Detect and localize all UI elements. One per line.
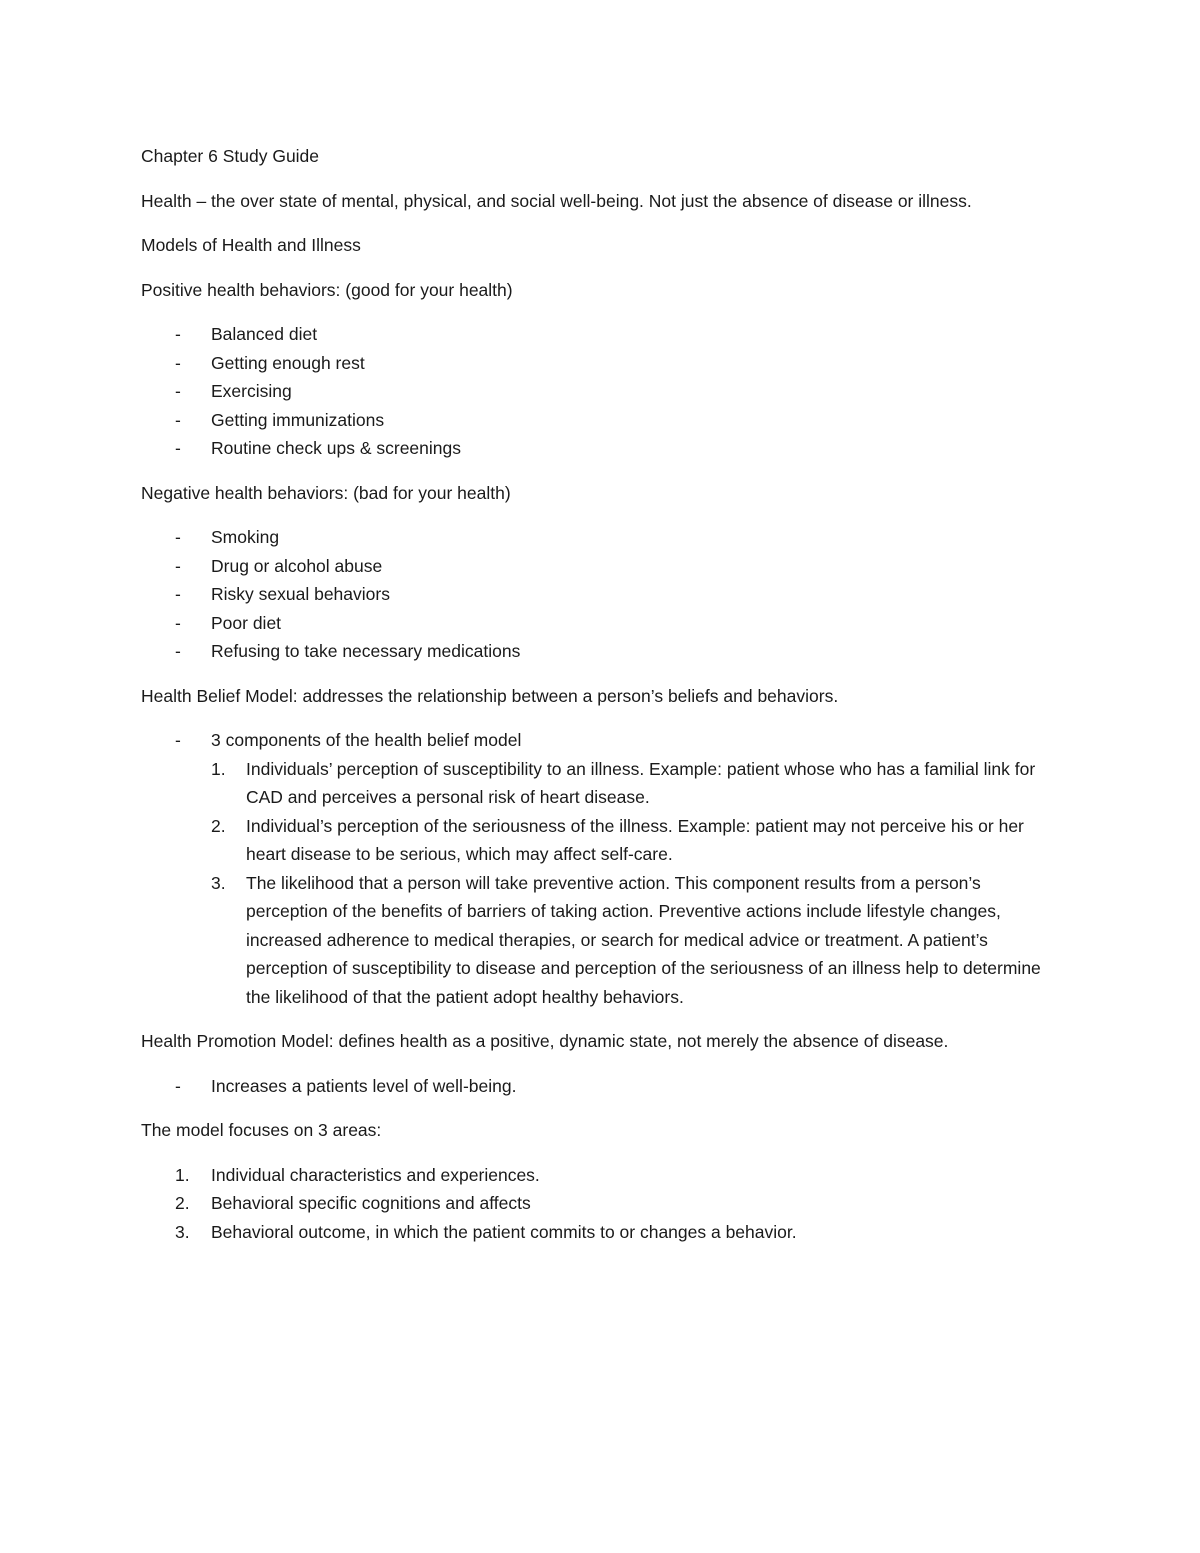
document-title: Chapter 6 Study Guide	[141, 146, 320, 166]
list-item: - Drug or alcohol abuse	[141, 552, 1061, 581]
list-item: - Increases a patients level of well-being.	[141, 1072, 1061, 1101]
component-item	[211, 755, 1061, 812]
list-item: - Refusing to take necessary medications	[141, 637, 1061, 666]
positive-behaviors-heading: Positive health behaviors: (good for your health)	[141, 279, 513, 300]
list-item: - Risky sexual behaviors	[141, 580, 1061, 609]
list-item: - Poor diet	[141, 609, 1061, 638]
item-text: Individual characteristics and experiences.	[211, 1164, 540, 1185]
model-focus-areas-list	[141, 1161, 1061, 1247]
list-item: - Exercising	[141, 377, 1061, 406]
item-number: 3.	[211, 872, 226, 893]
negative-behaviors-list	[141, 523, 1061, 666]
components-label: 3 components of the health belief model	[211, 730, 522, 750]
item-text: Behavioral outcome, in which the patient commits to or changes a behavior.	[211, 1221, 797, 1242]
item-number: 1.	[175, 1164, 190, 1185]
model-focus-heading: The model focuses on 3 areas:	[141, 1120, 382, 1140]
list-item: - Balanced diet	[141, 320, 1061, 349]
item-text: The likelihood that a person will take preventive action. This component results from a person’s perception of the benefits of barriers of taking action. Preventive actions include lifestyle changes, increased adherence to medical therapies, or search for medical advice or treatment. A patient’s perception of susceptibility to disease and perception of the seriousness of an illness help to determine the likelihood of that the patient adopt healthy behaviors.	[246, 872, 1041, 1007]
focus-area-item	[141, 1218, 1061, 1247]
focus-area-item	[141, 1161, 1061, 1190]
health-promotion-model-list	[141, 1072, 1061, 1101]
document-page	[141, 142, 1061, 1262]
item-text: Individuals’ perception of susceptibility to an illness. Example: patient whose who has a familial link for CAD and perceives a personal risk of heart disease.	[246, 758, 1036, 807]
list-item: - Smoking	[141, 523, 1061, 552]
health-belief-model-heading: Health Belief Model: addresses the relationship between a person’s beliefs and behaviors.	[141, 685, 839, 706]
list-item: - Routine check ups & screenings	[141, 434, 1061, 463]
item-number: 2.	[211, 815, 226, 836]
item-number: 2.	[175, 1193, 190, 1213]
health-belief-model-list	[141, 726, 1061, 1011]
item-text: Behavioral specific cognitions and affects	[211, 1193, 531, 1213]
positive-behaviors-list	[141, 320, 1061, 463]
list-item	[141, 726, 1061, 1011]
health-definition: Health – the over state of mental, physical, and social well-being. Not just the absence of disease or illness.	[141, 190, 972, 211]
health-promotion-model-heading: Health Promotion Model: defines health as a positive, dynamic state, not merely the absence of disease.	[141, 1031, 949, 1051]
negative-behaviors-heading: Negative health behaviors: (bad for your health)	[141, 482, 511, 503]
models-heading: Models of Health and Illness	[141, 235, 361, 255]
item-number: 3.	[175, 1221, 190, 1242]
components-list	[211, 755, 1061, 1012]
component-item	[211, 812, 1061, 869]
list-item: - Getting enough rest	[141, 349, 1061, 378]
component-item	[211, 869, 1061, 1012]
item-text: Individual’s perception of the seriousness of the illness. Example: patient may not perceive his or her heart disease to be serious, which may affect self-care.	[246, 815, 1024, 864]
focus-area-item	[141, 1189, 1061, 1218]
list-item: - Getting immunizations	[141, 406, 1061, 435]
item-number: 1.	[211, 758, 226, 779]
